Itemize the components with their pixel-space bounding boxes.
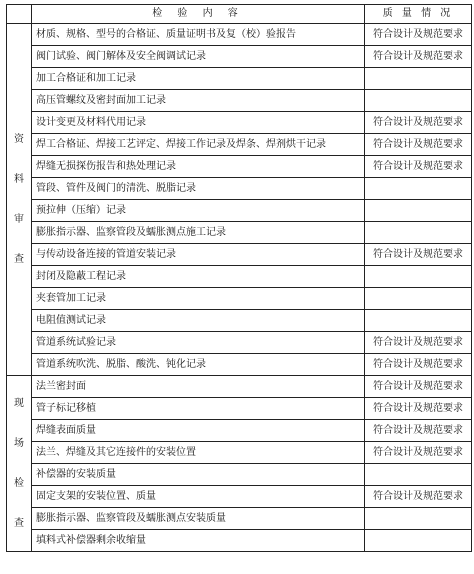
quality-result-cell [365,178,472,200]
item-cell: 与传动设备连接的管道安装记录 [32,244,365,266]
category-char: 现 [14,397,24,409]
category-char: 资 [14,133,24,145]
category-char: 审 [14,213,24,225]
category-char: 场 [14,437,24,449]
quality-result-cell: 符合设计及规范要求 [365,46,472,68]
quality-result-cell: 符合设计及规范要求 [365,332,472,354]
quality-result-cell [365,222,472,244]
item-cell: 管段、管件及阀门的清洗、脱脂记录 [32,178,365,200]
item-cell: 材质、规格、型号的合格证、质量证明书及复（校）验报告 [32,24,365,46]
table-row [7,134,472,156]
item-cell: 夹套管加工记录 [32,288,365,310]
category-char-gap [7,187,31,213]
quality-result-cell [365,288,472,310]
header-category-cell [7,5,32,24]
category-char-gap [7,147,31,173]
item-cell: 膨胀指示器、监察管段及蠕胀测点施工记录 [32,222,365,244]
table-row [7,530,472,552]
item-cell: 焊缝无损探伤报告和热处理记录 [32,156,365,178]
inspection-table-body [7,5,472,552]
quality-result-cell: 符合设计及规范要求 [365,244,472,266]
category-char-gap [7,227,31,253]
quality-result-cell [365,266,472,288]
item-cell: 封闭及隐蔽工程记录 [32,266,365,288]
quality-result-cell [365,68,472,90]
item-cell: 高压管螺纹及密封面加工记录 [32,90,365,112]
table-row [7,178,472,200]
table-row [7,332,472,354]
table-row [7,310,472,332]
table-row [7,508,472,530]
item-cell: 电阻值测试记录 [32,310,365,332]
header-row [7,5,472,24]
table-row [7,24,472,46]
header-item: 检 验 内 容 [32,5,365,24]
inspection-table-sheet [6,4,471,572]
table-row [7,354,472,376]
item-cell: 设计变更及材料代用记录 [32,112,365,134]
category-char-gap [7,491,31,517]
item-cell: 焊缝表面质量 [32,420,365,442]
quality-result-cell: 符合设计及规范要求 [365,376,472,398]
quality-result-cell: 符合设计及规范要求 [365,24,472,46]
table-row [7,288,472,310]
quality-result-cell [365,508,472,530]
inspection-table [6,4,472,552]
item-cell: 管子标记移植 [32,398,365,420]
item-cell: 法兰密封面 [32,376,365,398]
category-cell [7,24,32,376]
quality-result-cell: 符合设计及规范要求 [365,156,472,178]
category-char-gap [7,451,31,477]
table-row [7,244,472,266]
quality-result-cell [365,200,472,222]
item-cell: 膨胀指示器、监察管段及蠕胀测点安装质量 [32,508,365,530]
category-char: 检 [14,477,24,489]
header-quality: 质 量 情 况 [365,5,472,24]
quality-result-cell [365,310,472,332]
item-cell: 加工合格证和加工记录 [32,68,365,90]
item-cell: 管道系统试验记录 [32,332,365,354]
item-cell: 补偿器的安装质量 [32,464,365,486]
quality-result-cell: 符合设计及规范要求 [365,134,472,156]
table-row [7,200,472,222]
table-row [7,222,472,244]
item-cell: 焊工合格证、焊接工艺评定、焊接工作记录及焊条、焊剂烘干记录 [32,134,365,156]
table-row [7,112,472,134]
quality-result-cell: 符合设计及规范要求 [365,398,472,420]
quality-result-cell [365,530,472,552]
table-row [7,442,472,464]
category-char: 料 [14,173,24,185]
item-cell: 预拉伸（压缩）记录 [32,200,365,222]
quality-result-cell: 符合设计及规范要求 [365,112,472,134]
quality-result-cell [365,90,472,112]
category-char-gap [7,411,31,437]
category-char: 查 [14,517,24,529]
quality-result-cell: 符合设计及规范要求 [365,354,472,376]
item-cell: 法兰、焊缝及其它连接件的安装位置 [32,442,365,464]
table-row [7,420,472,442]
table-row [7,398,472,420]
quality-result-cell: 符合设计及规范要求 [365,442,472,464]
item-cell: 固定支架的安装位置、质量 [32,486,365,508]
quality-result-cell: 符合设计及规范要求 [365,420,472,442]
category-char: 查 [14,253,24,265]
quality-result-cell [365,464,472,486]
table-row [7,156,472,178]
table-row [7,486,472,508]
category-cell [7,376,32,552]
table-row [7,266,472,288]
item-cell: 阀门试验、阀门解体及安全阀调试记录 [32,46,365,68]
quality-result-cell: 符合设计及规范要求 [365,486,472,508]
table-row [7,68,472,90]
item-cell: 管道系统吹洗、脱脂、酸洗、钝化记录 [32,354,365,376]
table-row [7,90,472,112]
item-cell: 填料式补偿器剩余收缩量 [32,530,365,552]
table-row [7,376,472,398]
table-row [7,464,472,486]
table-row [7,46,472,68]
